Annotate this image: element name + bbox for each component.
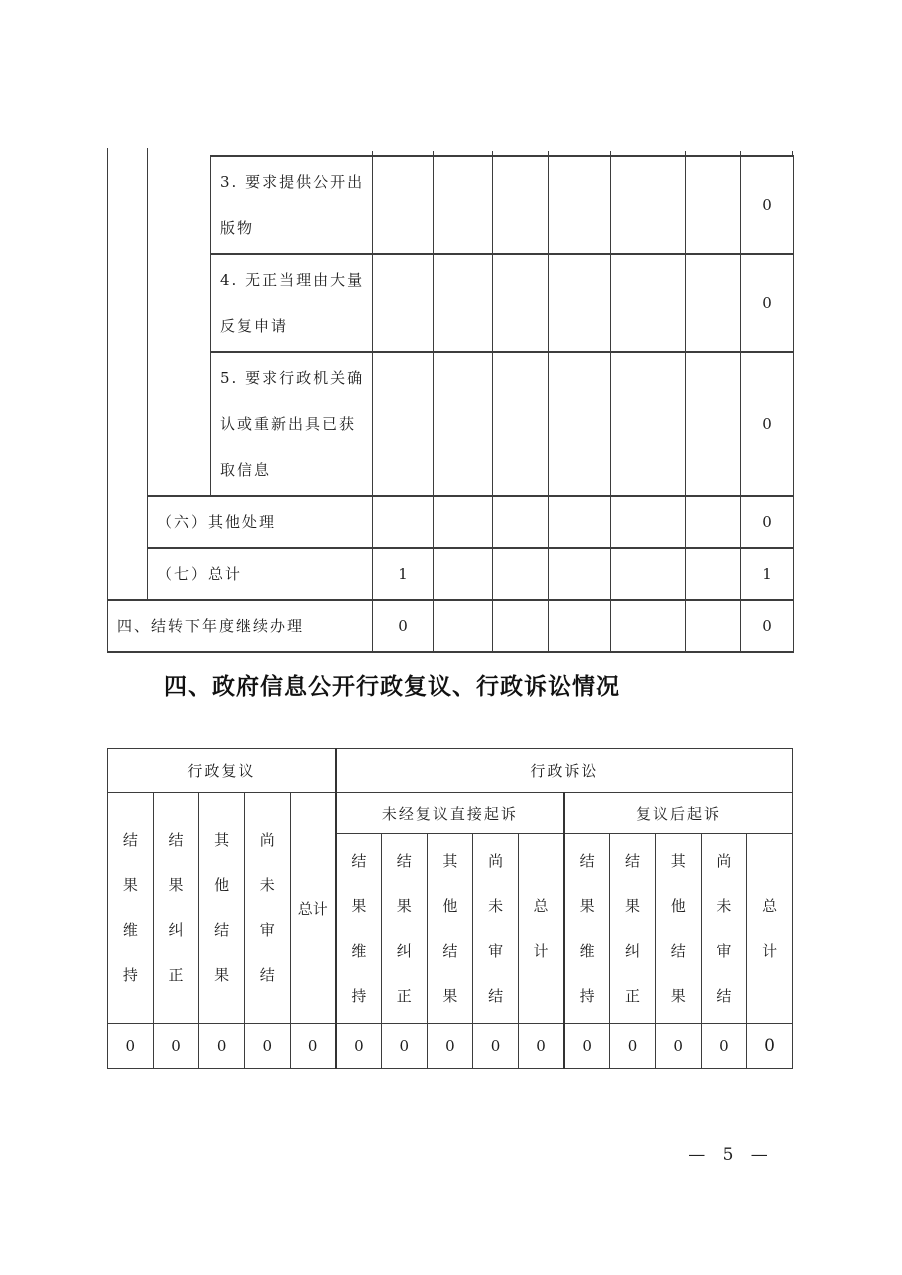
value-cell: 0 <box>381 1024 427 1069</box>
vertical-header-cell <box>199 793 245 1024</box>
column-label: 其他结果 <box>442 851 458 1005</box>
vertical-header-cell <box>564 834 610 1024</box>
value-cell: 0 <box>610 1024 656 1069</box>
vertical-header-cell <box>473 834 519 1024</box>
value-cell <box>549 352 611 496</box>
value-cell <box>549 600 611 652</box>
value-cell <box>549 548 611 600</box>
vertical-header-cell <box>518 834 564 1024</box>
row-label-cell: 四、结转下年度继续办理 <box>108 600 373 652</box>
row-label-cell: 5. 要求行政机关确认或重新出具已获取信息 <box>211 352 373 496</box>
subgroup-header-direct-suit: 未经复议直接起诉 <box>336 793 564 834</box>
value-cell: 1 <box>741 548 794 600</box>
value-cell <box>686 600 741 652</box>
value-cell <box>434 352 493 496</box>
value-cell: 1 <box>373 548 434 600</box>
column-label: 结果维持 <box>351 851 367 1005</box>
value-cell <box>373 352 434 496</box>
vertical-header-cell <box>244 793 290 1024</box>
value-cell <box>493 352 549 496</box>
value-cell <box>611 496 686 548</box>
value-cell <box>611 254 686 352</box>
value-cell <box>611 156 686 254</box>
value-cell: 0 <box>473 1024 519 1069</box>
value-cell: 0 <box>108 1024 154 1069</box>
value-cell: 0 <box>564 1024 610 1069</box>
value-cell: 0 <box>741 156 794 254</box>
value-cell <box>686 496 741 548</box>
value-cell <box>611 352 686 496</box>
table-row <box>108 496 794 548</box>
section-heading: 四、政府信息公开行政复议、行政诉讼情况 <box>164 674 620 700</box>
value-cell: 0 <box>244 1024 290 1069</box>
value-cell <box>549 156 611 254</box>
value-cell: 0 <box>290 1024 336 1069</box>
column-label: 结果纠正 <box>625 851 641 1005</box>
total-header-cell: 总计 <box>290 793 336 1024</box>
column-label: 总计 <box>533 896 549 960</box>
table-row <box>108 254 794 352</box>
value-cell <box>493 548 549 600</box>
vertical-header-cell <box>747 834 793 1024</box>
vertical-header-cell <box>610 834 656 1024</box>
indent-cell <box>108 156 148 600</box>
vertical-header-cell <box>427 834 473 1024</box>
value-cell: 0 <box>701 1024 747 1069</box>
value-cell <box>611 548 686 600</box>
value-cell <box>373 254 434 352</box>
column-label: 结果维持 <box>579 851 595 1005</box>
indent-cell <box>148 156 211 496</box>
value-cell <box>434 548 493 600</box>
table-data-row <box>108 1024 793 1069</box>
table-row <box>108 600 794 652</box>
value-cell <box>434 156 493 254</box>
subgroup-header-after-review-suit: 复议后起诉 <box>564 793 792 834</box>
table-header-row <box>108 793 793 834</box>
value-cell <box>493 156 549 254</box>
column-label: 尚未审结 <box>488 851 504 1005</box>
vertical-header-cell <box>381 834 427 1024</box>
vertical-header-cell <box>153 793 199 1024</box>
column-label: 结果纠正 <box>168 831 184 984</box>
value-cell <box>434 254 493 352</box>
table-header-row <box>108 749 793 793</box>
column-label: 其他结果 <box>670 851 686 1005</box>
value-cell: 0 <box>518 1024 564 1069</box>
value-cell <box>434 496 493 548</box>
value-cell <box>686 352 741 496</box>
value-cell <box>549 254 611 352</box>
row-label-cell: 4. 无正当理由大量反复申请 <box>211 254 373 352</box>
column-label: 结果维持 <box>122 831 138 984</box>
value-cell <box>373 496 434 548</box>
value-cell <box>611 600 686 652</box>
column-label: 结果纠正 <box>396 851 412 1005</box>
page-number: — 5 — <box>688 1145 768 1165</box>
row-label-cell: （七）总计 <box>148 548 373 600</box>
vertical-header-cell <box>701 834 747 1024</box>
value-cell <box>686 548 741 600</box>
vertical-header-cell <box>108 793 154 1024</box>
row-label-cell: 3. 要求提供公开出版物 <box>211 156 373 254</box>
group-header-review: 行政复议 <box>108 749 336 793</box>
value-cell: 0 <box>153 1024 199 1069</box>
value-cell <box>493 254 549 352</box>
value-cell: 0 <box>199 1024 245 1069</box>
row-label-cell: （六）其他处理 <box>148 496 373 548</box>
column-label: 尚未审结 <box>716 851 732 1005</box>
table-row <box>108 352 794 496</box>
value-cell <box>493 600 549 652</box>
vertical-header-cell <box>655 834 701 1024</box>
review-litigation-table <box>107 748 793 1069</box>
column-label: 总计 <box>762 896 778 960</box>
value-cell <box>373 156 434 254</box>
value-cell <box>686 156 741 254</box>
group-header-litigation: 行政诉讼 <box>336 749 793 793</box>
column-label: 其他结果 <box>214 831 230 984</box>
value-cell <box>493 496 549 548</box>
value-cell: 0 <box>336 1024 382 1069</box>
value-cell: 0 <box>655 1024 701 1069</box>
value-cell: 0 <box>741 254 794 352</box>
value-cell: 0 <box>741 352 794 496</box>
value-cell: 0 <box>427 1024 473 1069</box>
value-cell: 0 <box>741 600 794 652</box>
table-row <box>108 548 794 600</box>
value-cell <box>686 254 741 352</box>
disposition-table <box>107 155 794 653</box>
column-label: 尚未审结 <box>259 831 275 984</box>
value-cell <box>549 496 611 548</box>
value-cell: 0 <box>741 496 794 548</box>
value-cell: 0 <box>747 1024 793 1069</box>
table-row <box>108 156 794 254</box>
vertical-header-cell <box>336 834 382 1024</box>
value-cell <box>434 600 493 652</box>
value-cell: 0 <box>373 600 434 652</box>
